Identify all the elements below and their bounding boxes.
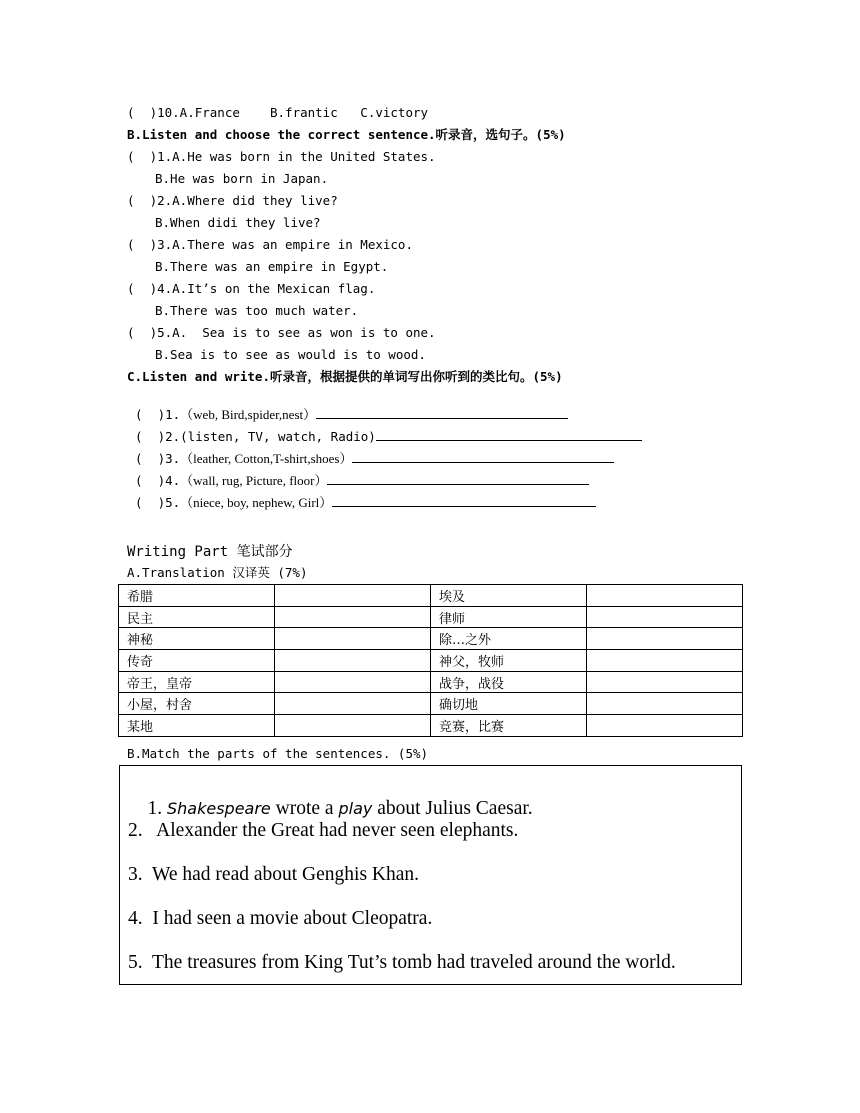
answer-cell[interactable] (587, 715, 743, 737)
table-cell: 小屋，村舍 (119, 693, 275, 715)
partc-q3-prefix: ( )3. (135, 451, 181, 466)
answer-cell[interactable] (587, 585, 743, 607)
table-cell: 确切地 (431, 693, 587, 715)
table-cell: 某地 (119, 715, 275, 737)
match-sentence-2: 2. Alexander the Great had never seen elephants. (128, 820, 519, 841)
partc-q4-prefix: ( )4. (135, 473, 181, 488)
answer-cell[interactable] (587, 671, 743, 693)
sentence-text: about Julius Caesar. (372, 798, 533, 819)
answer-cell[interactable] (587, 650, 743, 672)
partc-q3-words: （leather, Cotton,T-shirt,shoes） (180, 451, 353, 466)
partb-q2-b: B.When didi they live? (155, 215, 321, 230)
table-cell: 神秘 (119, 628, 275, 650)
table-cell: 希腊 (119, 585, 275, 607)
sentence-text: wrote a (270, 798, 339, 819)
partb-q1-a: ( )1.A.He was born in the United States. (127, 149, 436, 164)
answer-cell[interactable] (587, 693, 743, 715)
table-cell: 竞赛，比赛 (431, 715, 587, 737)
answer-cell[interactable] (275, 650, 431, 672)
match-title: B.Match the parts of the sentences. (5%) (127, 746, 429, 761)
partc-q4-words: （wall, rug, Picture, floor） (180, 473, 328, 488)
table-row (119, 715, 743, 737)
table-row (119, 585, 743, 607)
answer-cell[interactable] (275, 693, 431, 715)
match-box (119, 765, 742, 985)
partc-q2-words: (listen, TV, watch, Radio) (180, 429, 376, 444)
table-row (119, 606, 743, 628)
answer-cell[interactable] (275, 585, 431, 607)
table-cell: 民主 (119, 606, 275, 628)
handwritten-word: play (338, 799, 373, 818)
answer-cell[interactable] (275, 628, 431, 650)
partc-q5-words: （niece, boy, nephew, Girl） (180, 495, 333, 510)
table-cell: 除…之外 (431, 628, 587, 650)
match-sentence-4: 4. I had seen a movie about Cleopatra. (128, 908, 433, 929)
table-cell: 神父，牧师 (431, 650, 587, 672)
table-row (119, 628, 743, 650)
partc-q1-words: （web, Bird,spider,nest） (180, 407, 317, 422)
partb-q2-a: ( )2.A.Where did they live? (127, 193, 338, 208)
table-cell: 战争，战役 (431, 671, 587, 693)
answer-cell[interactable] (275, 671, 431, 693)
partb-q1-b: B.He was born in Japan. (155, 171, 329, 186)
table-cell: 传奇 (119, 650, 275, 672)
answer-cell[interactable] (587, 606, 743, 628)
answer-cell[interactable] (275, 715, 431, 737)
partc-q1-prefix: ( )1. (135, 407, 181, 422)
partc-q5-prefix: ( )5. (135, 495, 181, 510)
partb-q4-a: ( )4.A.It’s on the Mexican flag. (127, 281, 376, 296)
table-row (119, 650, 743, 672)
partb-q3-a: ( )3.A.There was an empire in Mexico. (127, 237, 413, 252)
handwritten-word: Shakespeare (167, 799, 271, 818)
translation-title: A.Translation 汉译英 (7%) (127, 565, 308, 580)
table-row (119, 671, 743, 693)
table-cell: 帝王，皇帝 (119, 671, 275, 693)
match-sentence-3: 3. We had read about Genghis Khan. (128, 864, 420, 885)
table-cell: 律师 (431, 606, 587, 628)
partb-q5-b: B.Sea is to see as would is to wood. (155, 347, 426, 362)
part-c-title: C.Listen and write.听录音，根据提供的单词写出你听到的类比句。(5%) (127, 369, 563, 384)
answer-cell[interactable] (275, 606, 431, 628)
part-b-title: B.Listen and choose the correct sentence.听录音，选句子。(5%) (127, 127, 566, 142)
answer-cell[interactable] (587, 628, 743, 650)
partb-q3-b: B.There was an empire in Egypt. (155, 259, 389, 274)
partc-q5 (127, 478, 596, 511)
table-cell: 埃及 (431, 585, 587, 607)
partc-q2-prefix: ( )2. (135, 429, 181, 444)
writing-part-title: Writing Part 笔试部分 (127, 544, 293, 560)
match-sentence-5: 5. The treasures from King Tut’s tomb had traveled around the world. (128, 952, 676, 973)
question-10: ( )10.A.France B.frantic C.victory (127, 105, 429, 120)
sentence-number: 1. (147, 798, 163, 819)
partb-q4-b: B.There was too much water. (155, 303, 359, 318)
table-row (119, 693, 743, 715)
answer-line[interactable] (332, 494, 596, 507)
partb-q5-a: ( )5.A. Sea is to see as won is to one. (127, 325, 436, 340)
translation-table (118, 584, 743, 737)
